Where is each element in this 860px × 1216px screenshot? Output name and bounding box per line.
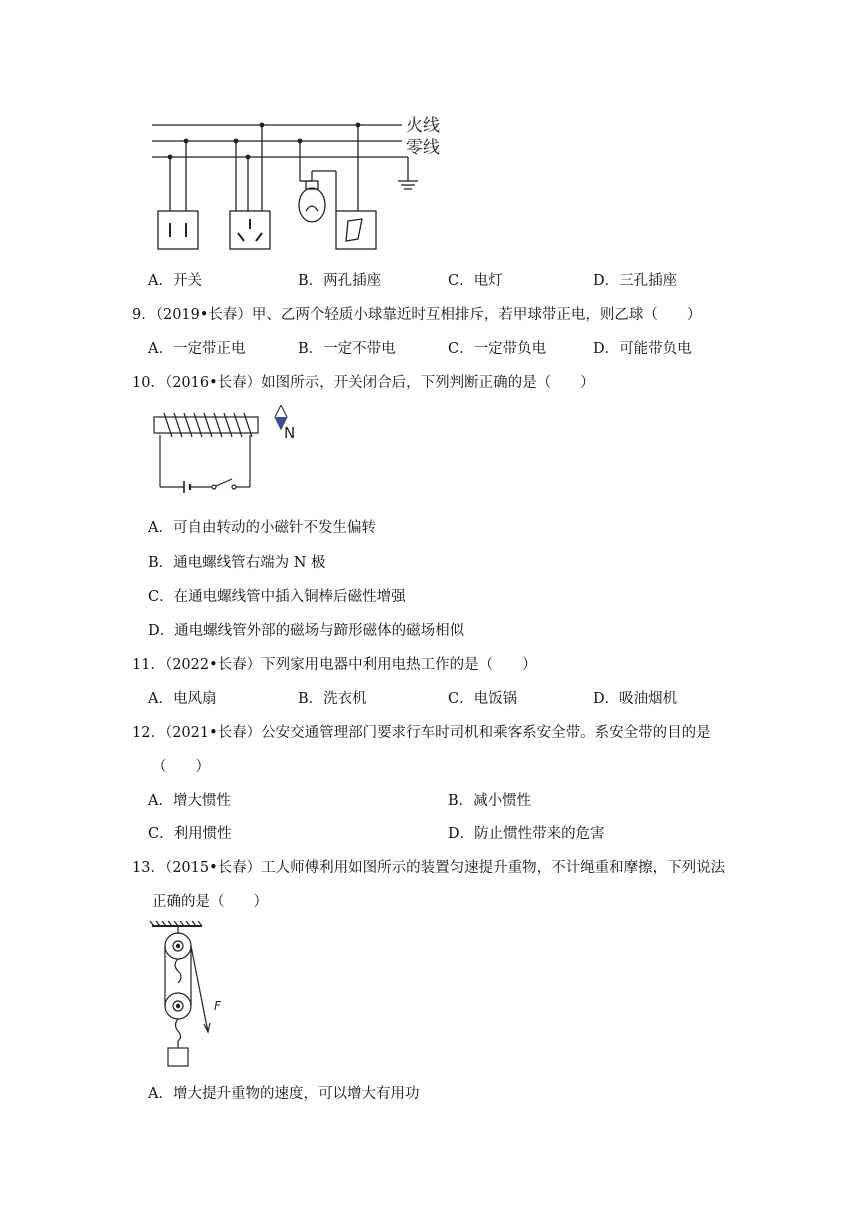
q9-option-c[interactable]: C．一定带负电: [448, 341, 547, 357]
compass-n-label: N: [284, 424, 296, 442]
q12-option-a[interactable]: A．增大惯性: [148, 793, 231, 809]
q8-option-d[interactable]: D．三孔插座: [593, 273, 678, 289]
q10-option-a[interactable]: A．可自由转动的小磁针不发生偏转: [148, 520, 376, 536]
q12-stem-line2: （ ）: [152, 759, 210, 775]
live-wire-label: 火线: [406, 116, 440, 136]
q11-option-b[interactable]: B．洗衣机: [298, 691, 367, 707]
q10-option-b[interactable]: B．通电螺线管右端为 N 极: [148, 555, 326, 571]
q11-option-a[interactable]: A．电风扇: [148, 691, 217, 707]
q12-option-d[interactable]: D．防止惯性带来的危害: [448, 826, 605, 842]
q9-option-d[interactable]: D．可能带负电: [593, 341, 692, 357]
q8-option-c[interactable]: C．电灯: [448, 273, 503, 289]
q10-option-d[interactable]: D．通电螺线管外部的磁场与蹄形磁体的磁场相似: [148, 623, 465, 639]
q9-option-b[interactable]: B．一定不带电: [298, 341, 396, 357]
q12-option-b[interactable]: B．减小惯性: [448, 793, 532, 809]
q12-option-c[interactable]: C．利用惯性: [148, 826, 232, 842]
neutral-wire-label: 零线: [406, 138, 440, 158]
q8-option-a[interactable]: A．开关: [148, 273, 202, 289]
q9-option-a[interactable]: A．一定带正电: [148, 341, 246, 357]
q11-option-d[interactable]: D．吸油烟机: [593, 691, 678, 707]
q11-stem: 11．（2022•长春）下列家用电器中利用电热工作的是（ ）: [132, 657, 537, 673]
q13-option-a[interactable]: A．增大提升重物的速度，可以增大有用功: [148, 1086, 420, 1102]
force-f-label: F: [214, 999, 221, 1013]
q8-option-b[interactable]: B．两孔插座: [298, 273, 382, 289]
household-circuit-figure: [140, 105, 450, 255]
q13-stem-line2: 正确的是（ ）: [152, 894, 268, 910]
solenoid-figure: [150, 405, 310, 495]
pulley-figure: [148, 920, 238, 1070]
q10-option-c[interactable]: C．在通电螺线管中插入铜棒后磁性增强: [148, 589, 406, 605]
q10-stem: 10．（2016•长春）如图所示，开关闭合后，下列判断正确的是（ ）: [132, 375, 595, 391]
q9-stem: 9．（2019•长春）甲、乙两个轻质小球靠近时互相排斥，若甲球带正电，则乙球（ ）: [132, 307, 702, 323]
q11-option-c[interactable]: C．电饭锅: [448, 691, 518, 707]
q13-stem-line1: 13．（2015•长春）工人师傅利用如图所示的装置匀速提升重物，不计绳重和摩擦，下列说法: [132, 860, 726, 876]
q12-stem-line1: 12．（2021•长春）公安交通管理部门要求行车时司机和乘客系安全带。系安全带的目的是: [132, 725, 711, 741]
